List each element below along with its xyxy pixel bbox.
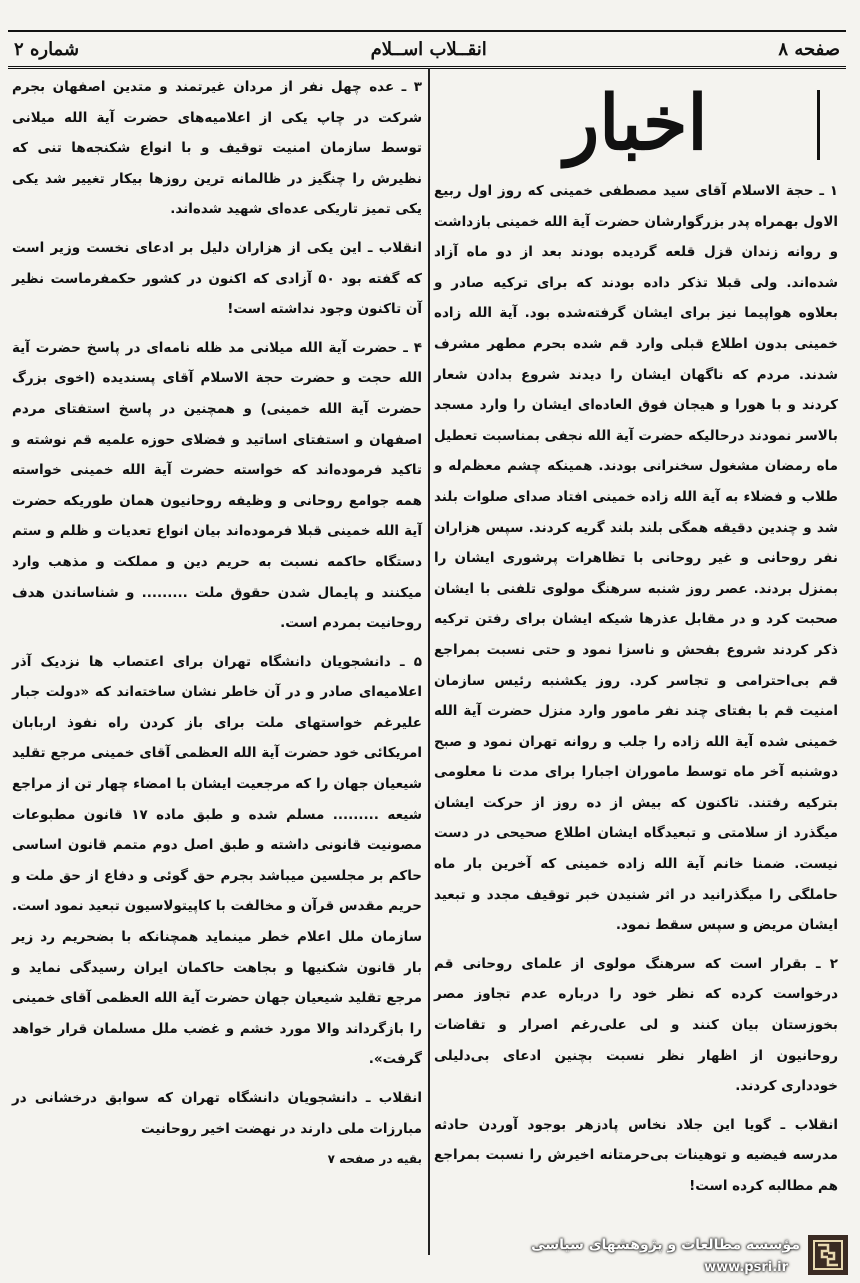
column-divider [428, 68, 430, 1255]
news-item-4: ۴ ـ حضرت آیة الله میلانی مد ظله نامه‌ای در پاسخ حضرت آیة الله حجت و حضرت حجة الاسلام آقای پسندیده (اخوی بزرگ حضرت آیة الله خمینی) و همچنین در پاسخ استفتای مردم اصفهان و استفتای اساتید و فضلای حوزه علمیه قم نوشته و تاکید فرموده‌اند که خواسته حضرت آیة الله خمینی خواسته همه جوامع روحانی و وظیفه روحانیون همان طوریکه حضرت آیة الله خمینی قبلا فرموده‌اند بیان انواع تعدیات و ظلم و ستم دستگاه حاکمه نسبت به حریم دین و مملکت و مذهب وارد میکنند و پایمال شدن حقوق ملت ......... و شناساندن هدف روحانیت بمردم است. [12, 339, 422, 632]
news-item-editorial-note: انقلاب ـ گویا این جلاد نخاس پادزهر بوجود آوردن حادثه مدرسه فیضیه و توهینات بی‌حرمتانه اخیرش را نسبت بمراجع هم مطالبه کرده است! [434, 1116, 838, 1194]
continued-notice: بقیه در صفحه ۷ [327, 1152, 422, 1167]
news-item-5: ۵ ـ دانشجویان دانشگاه تهران برای اعتصاب ها نزدیک آذر اعلامیه‌ای صادر و در آن خاطر نشان ساخته‌اند که «دولت جبار علیرغم خواستهای ملت برای باز کردن راه نفوذ اربابان امریکائی خود حضرت آیة الله العظمی آقای خمینی مرجع تقلید شیعیان جهان را که مرجعیت ایشان با امضاء چهار تن از مراجع شیعه ......... مسلم شده و طبق ماده ۱۷ قانون مطبوعات مصونیت قانونی داشته و طبق اصل دوم متمم قانون اساسی حاکم بر مجلسین میباشد بجرم حق گوئی و دفاع از حق ملت و حریم مقدس قرآن و مخالفت با کاپیتولاسیون تبعید نمود است. سازمان ملل اعلام خطر مینماید همچنانکه با بضحریم رد زیر بار قانون شکنیها و بجاهت حاکمان ایران رسیدگی نماید و مرجع تقلید شیعیان جهان حضرت آیة الله العظمی آقای خمینی را بازگرداند والا مورد خشم و غضب ملل مسلمان قرار خواهد گرفت». [12, 653, 422, 1068]
right-column [434, 72, 838, 1202]
psri-logo-icon [808, 1235, 848, 1275]
newspaper-name: انقــلاب اســلام [370, 38, 487, 60]
section-title: اخبار [564, 77, 708, 168]
news-item-editorial-note: انقلاب ـ این یکی از هزاران دلیل بر ادعای نخست وزیر است که گفته بود ۵۰ آزادی که اکنون در کشور حکمفرماست نظیر آن تاکنون وجود نداشته است! [12, 239, 422, 318]
title-decoration [817, 90, 820, 160]
issue-number-label: شماره ۲ [14, 38, 80, 60]
page-number-label: صفحه ۸ [778, 38, 840, 60]
news-item-3: ۳ ـ عده چهل نفر از مردان غیرتمند و متدین اصفهان بجرم شرکت در چاپ یکی از اعلامیه‌های حضرت آیة الله میلانی توسط سازمان امنیت توقیف و با انواع شکنجه‌ها تنی که نظیرش را چنگیز در ظالمانه ترین روزها بیکار تغییر شد یکی یکی تمیز تاریکی عده‌ای شهید شده‌اند. [12, 79, 422, 218]
watermark-url: www.psri.ir [704, 1260, 788, 1275]
news-item-1: ۱ ـ حجة الاسلام آقای سید مصطفی خمینی که روز اول ربیع الاول بهمراه پدر بزرگوارشان حضرت آیة الله خمینی بازداشت و روانه زندان قزل قلعه گردیده بودند بعد از دو ماه آزاد شده‌اند. ولی قبلا تذکر داده بودند که برای ترکیه صادر و بعلاوه هواپیما نیز برای ایشان گرفته‌شده بود. آیة الله زاده خمینی بدون اطلاع قبلی وارد قم شده بحرم مطهر مشرف شدند. مردم که ناگهان ایشان را دیدند شروع بدادن شعار کردند و با هورا و هیجان فوق العاده‌ای ایشان را وارد مسجد بالاسر نمودند درحالیکه حضرت آیة الله نجفی بمناسبت تعطیل ماه رمضان مشغول سخنرانی بودند. همینکه چشم معظم‌له و طلاب و فضلاء به آیة الله زاده خمینی افتاد صدای صلوات بلند شد و چندین دقیقه همگی بلند بلند گریه کردند. سپس هزاران نفر روحانی و غیر روحانی با تظاهرات پرشوری ایشان را بمنزل بردند. عصر روز شنبه سرهنگ مولوی تلفنی با ایشان صحبت کرد و در مقابل عذرها شیکه ایشان برای رفتن ترکیه ذکر کردند شروع بفحش و ناسزا نمود و حتی نسبت بمراجع قم بی‌احترامی و تجاسر کرد. روز یکشنبه رئیس سازمان امنیت قم با بفتای چند نفر مامور وارد منزل حضرت آیة الله خمینی شده آیة الله زاده را جلب و روانه تهران نمود و صبح دوشنبه آخر ماه توسط ماموران اجبارا برای مدت نا معلومی بترکیه رفتند. تاکنون که بیش از ده روز از حرکت ایشان میگذرد از سلامتی و تبعیدگاه ایشان اطلاع صحیحی در دست نیست. ضمنا خانم آیة الله زاده خمینی که آخرین بار ماه حاملگی را میگذرانید در اثر شنیدن خبر توقیف مجدد و تبعید ایشان مریض و سپس سقط نمود. [434, 183, 838, 934]
news-item-editorial-note: انقلاب ـ دانشجویان دانشگاه تهران که سوابق درخشانی در مبارزات ملی دارند در نهضت اخیر روحانیت [12, 1090, 422, 1137]
logo-glyph-icon [812, 1239, 844, 1271]
watermark-institute: مؤسسه مطالعات و پژوهشهای سیاسی [531, 1237, 800, 1253]
section-title-box [434, 72, 838, 174]
left-column [12, 72, 422, 1168]
page-header [8, 30, 846, 69]
news-item-2: ۲ ـ بقرار است که سرهنگ مولوی از علمای روحانی قم درخواست کرده که نظر خود را درباره عدم تجاوز مصر بخوزستان بیان کنند و لی علی‌رغم اصرار و تقاضات روحانیون از اظهار نظر نسبت بچنین ادعای بی‌دلیلی خودداری کردند. [434, 955, 838, 1095]
